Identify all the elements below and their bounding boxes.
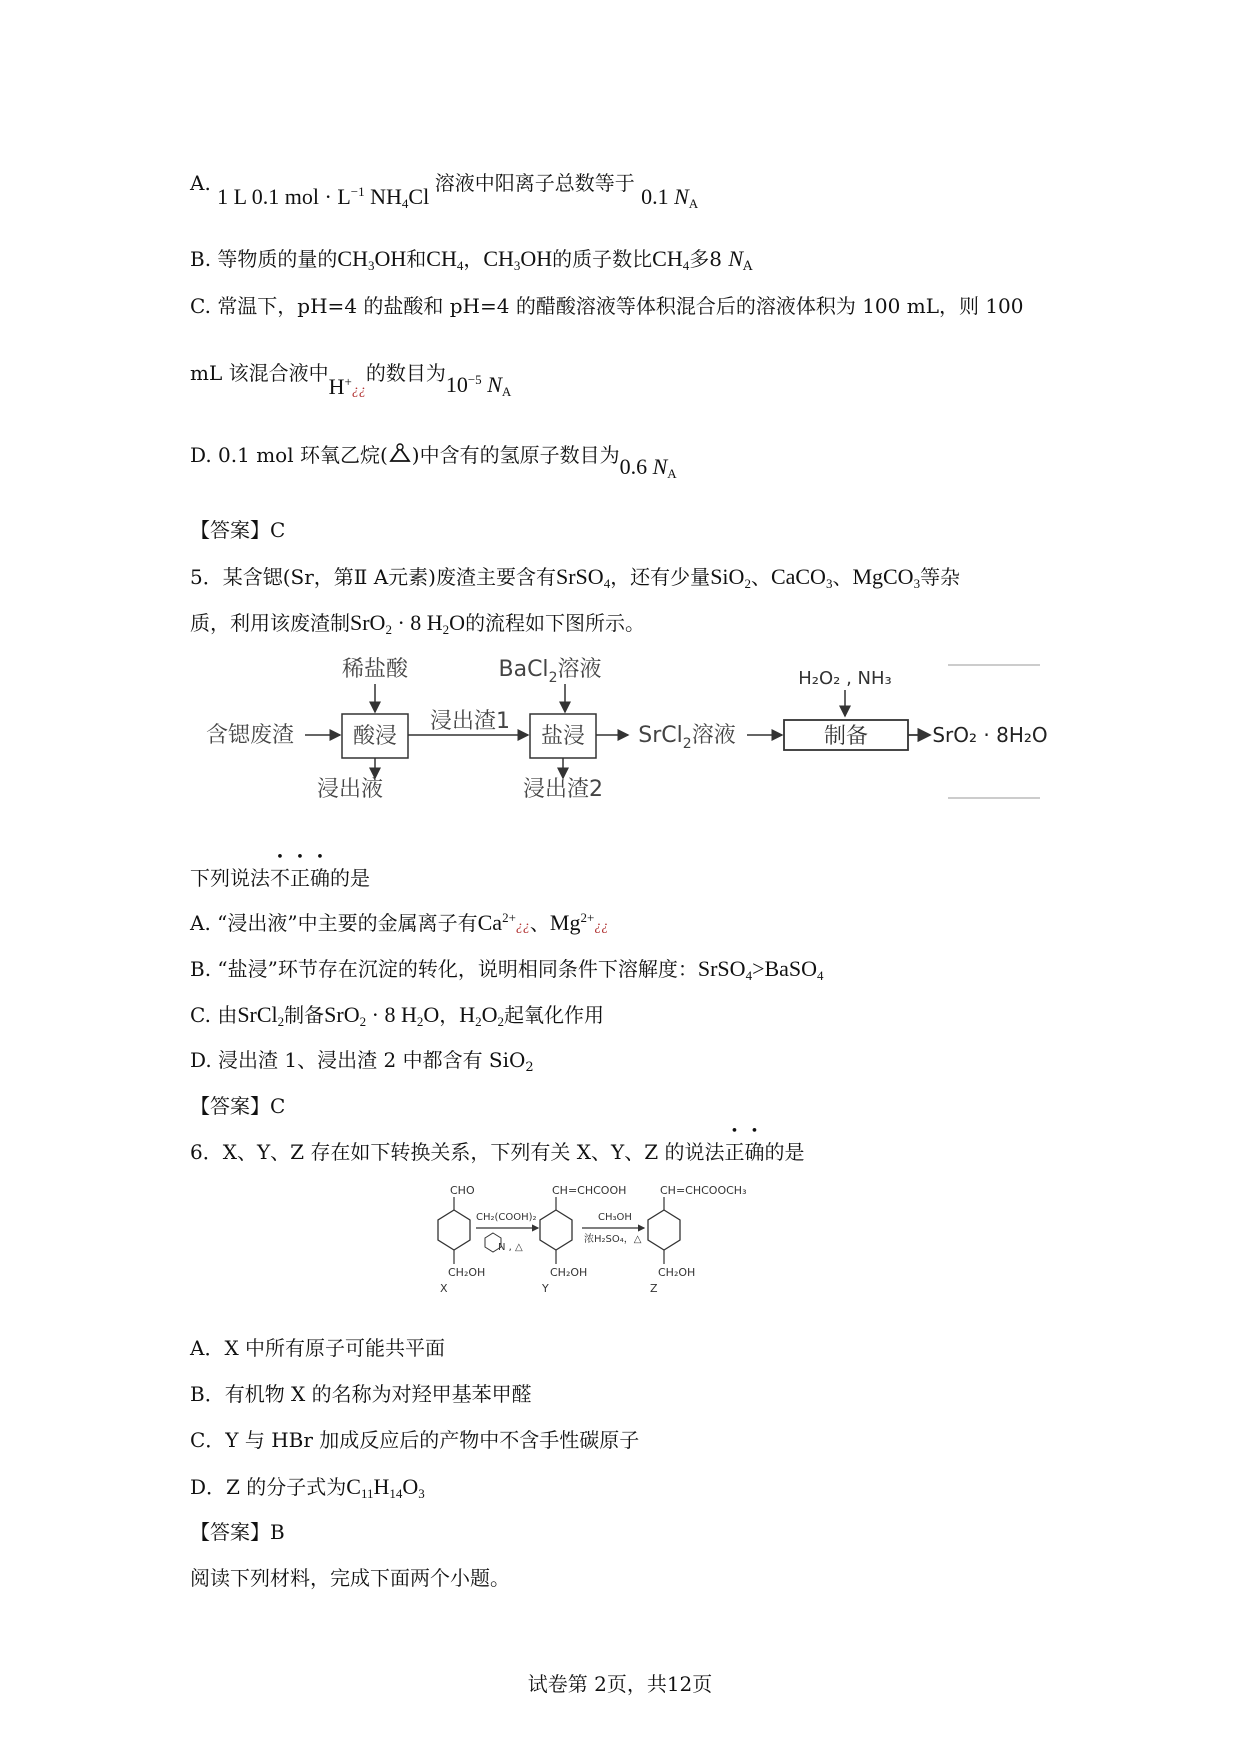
q5-stem-line1: 5．某含锶(Sr，第Ⅱ A元素)废渣主要含有SrSO$_4$，还有少量SiO$_2$、CaCO$_3$、MgCO$_3$等杂 [190,564,961,591]
x-top-group: CHO [450,1184,475,1197]
x-benzene-ring [438,1210,470,1250]
flow-reagent-h2o2-nh3: H₂O₂ , NH₃ [798,668,892,689]
q5-answer: 【答案】C [190,1094,286,1118]
flow-start: 含锶废渣 [205,723,295,748]
q6-stem: 6．X、Y、Z 存在如下转换关系，下列有关 X、Y、Z 的说法正确的是 [190,1140,805,1164]
y-label: Y [542,1282,549,1295]
flow-out-residue2: 浸出渣2 [523,777,603,800]
x-label: X [440,1282,448,1295]
q4-option-a: A. 1 L 0.1 mol · $L^{-1}$ $NH_4Cl$ 溶液中阳离子总数等于 0.1 $N_A$ [190,171,699,211]
y-benzene-ring [540,1210,572,1250]
q6-option-a: A．X 中所有原子可能共平面 [190,1336,446,1360]
q4-option-d: D. 0.1 mol 环氧乙烷( )中含有的氢原子数目为0.6 $N_A$ [190,443,677,481]
z-top-group: CH=CHCOOCH₃ [660,1184,747,1197]
y-top-group: CH=CHCOOH [552,1184,627,1197]
q4-answer: 【答案】C [190,518,286,542]
q4-option-c-line1: C. 常温下，pH=4 的盐酸和 pH=4 的醋酸溶液等体积混合后的溶液体积为 100 mL，则 100 [190,294,1024,318]
reading-instruction: 阅读下列材料，完成下面两个小题。 [190,1566,510,1590]
flow-srcl2-solution: SrCl$_2$溶液 [638,723,736,752]
q6-option-d: D．Z 的分子式为$C_{11}H_{14}O_3$ [190,1474,425,1501]
q6-option-b: B．有机物 X 的名称为对羟甲基苯甲醛 [190,1382,532,1406]
flow-product: SrO₂ · 8H₂O [932,723,1048,747]
q5-stem-line2: 质，利用该废渣制SrO$_2$ · 8 $H_2O$的流程如下图所示。 [190,610,646,637]
x-bottom-group: CH₂OH [448,1266,486,1279]
flow-box3-label: 制备 [823,724,869,749]
flow-reagent-bacl2: BaCl$_2$溶液 [498,657,602,686]
z-bottom-group: CH₂OH [658,1266,696,1279]
q5-option-a: A. “浸出液”中主要的金属离子有$Ca^{2+}¿¿$、$Mg^{2+}¿¿$ [190,910,609,935]
epoxide-ring-icon [388,442,412,464]
q5-option-d: D. 浸出渣 1、浸出渣 2 中都含有 SiO$_2$ [190,1048,534,1075]
y-bottom-group: CH₂OH [550,1266,588,1279]
q5-option-b: B. “盐浸”环节存在沉淀的转化，说明相同条件下溶解度：SrSO$_4$>BaSO$_4$ [190,956,824,983]
q6-option-c: C．Y 与 HBr 加成反应后的产物中不含手性碳原子 [190,1428,640,1452]
reagent2-bottom: 浓H₂SO₄，△ [584,1234,642,1245]
flow-box2-label: 盐浸 [540,724,586,749]
q6-reaction-scheme [418,1182,818,1302]
z-benzene-ring [648,1210,680,1250]
q5-prompt: 下列说法不正确的是 [190,866,370,890]
q4-option-b: B. 等物质的量的$CH_3OH$和$CH_4$，$CH_3OH$的质子数比$CH_4$多8 $N_A$ [190,246,753,274]
q4-option-c-line2: mL 该混合液中H+¿¿的数目为$10^{-5}$ $N_A$ [190,361,512,399]
reagent1-bottom: N , △ [498,1242,523,1253]
z-label: Z [650,1282,658,1295]
flow-arrow-residue1: 浸出渣1 [430,709,510,734]
q6-answer: 【答案】B [190,1520,285,1544]
flow-out-leachate: 浸出液 [316,777,384,800]
flow-reagent-hcl: 稀盐酸 [341,657,409,682]
page-footer: 试卷第 2页，共12页 [527,1672,713,1696]
q5-flow-diagram [200,650,1060,800]
reagent1-top: CH₂(COOH)₂ [476,1212,537,1223]
reagent2-top: CH₃OH [598,1212,632,1223]
flow-box1-label: 酸浸 [352,724,398,749]
q5-option-c: C. 由SrCl$_2$制备SrO$_2$ · 8 $H_2O$，$H_2O_2$起氧化作用 [190,1002,605,1029]
